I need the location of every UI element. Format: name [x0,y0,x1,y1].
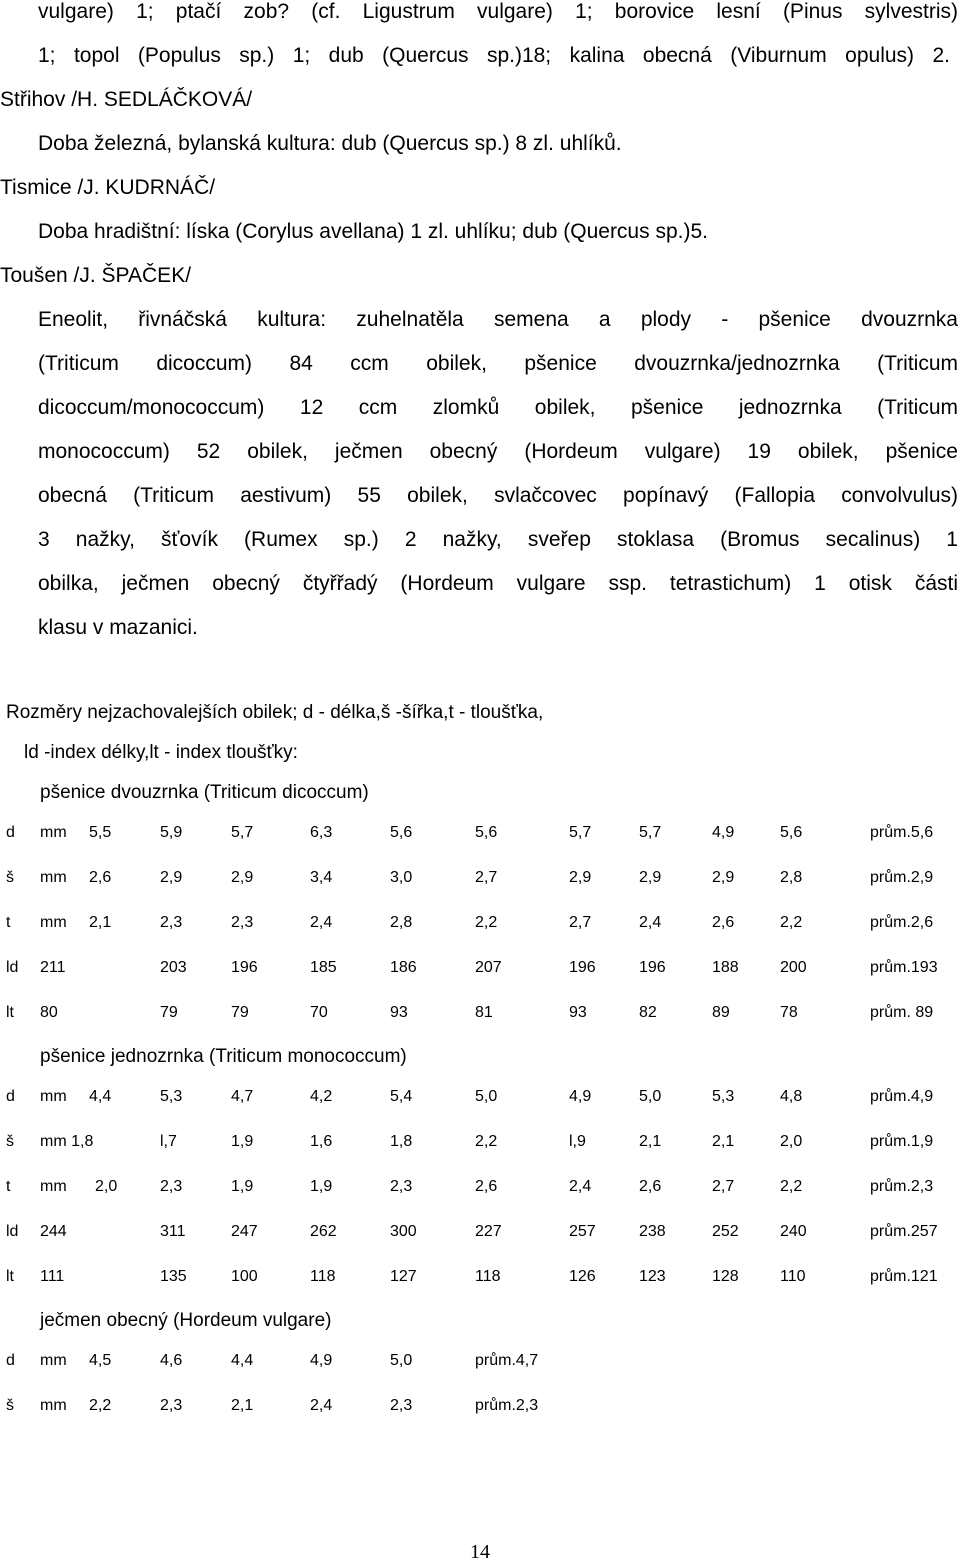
table-cell: 227 [475,1223,502,1240]
table-cell: 123 [639,1268,666,1285]
table-cell: 2,1 [712,1133,735,1150]
table-cell: 2,3 [390,1397,413,1414]
row-average: prům.193 [870,959,938,976]
table-cell: l,9 [569,1133,586,1150]
table-cell: 2,1 [639,1133,662,1150]
table-cell: 1,6 [310,1133,333,1150]
row-label: lt [6,1268,14,1285]
table-cell: 81 [475,1004,493,1021]
table-cell: 207 [475,959,502,976]
table-cell: 2,1 [89,914,112,931]
table-cell: 5,4 [390,1088,413,1105]
table-cell: 203 [160,959,187,976]
row-average: prům.4,9 [870,1088,934,1105]
text-line: 3 nažky, šťovík (Rumex sp.) 2 nažky, sveřep stoklasa (Bromus secalinus) 1 [38,528,958,551]
table-cell: 2,7 [569,914,592,931]
table-cell: 240 [780,1223,807,1240]
table-cell: 2,2 [780,1178,803,1195]
table-cell: 5,7 [569,824,592,841]
text-line: klasu v mazanici. [38,616,198,639]
table-cell: 135 [160,1268,187,1285]
table-cell: 247 [231,1223,258,1240]
table-cell: 80 [40,1004,58,1021]
table-cell: 252 [712,1223,739,1240]
table-cell: 188 [712,959,739,976]
table-cell: 2,6 [475,1178,498,1195]
table-cell: 5,6 [780,824,803,841]
row-label: t [6,914,11,931]
table-cell: 127 [390,1268,417,1285]
table-cell: 2,6 [639,1178,662,1195]
row-average: prům.2,3 [475,1397,539,1414]
table-cell: 2,2 [89,1397,112,1414]
text-line: 1; topol (Populus sp.) 1; dub (Quercus sp.)18; kalina obecná (Viburnum opulus) 2. [38,44,950,67]
table-cell: 2,3 [160,1178,183,1195]
table-cell: 211 [40,959,66,976]
table-cell: 2,7 [712,1178,735,1195]
section-heading-monococcum: pšenice jednozrnka (Triticum monococcum) [40,1046,407,1067]
text-line: Doba hradištní: líska (Corylus avellana) 1 zl. uhlíku; dub (Quercus sp.)5. [38,220,708,243]
table-cell: 100 [231,1268,258,1285]
table-cell: 93 [390,1004,408,1021]
table-cell: 4,9 [310,1352,333,1369]
table-cell: 5,3 [160,1088,183,1105]
text-line: obecná (Triticum aestivum) 55 obilek, svlačcovec popínavý (Fallopia convolvulus) [38,484,958,507]
table-cell: mm [40,869,67,886]
table-cell: 196 [231,959,258,976]
table-cell: mm 1,8 [40,1133,94,1150]
table-cell: 2,9 [231,869,254,886]
table-cell: 79 [160,1004,178,1021]
table-cell: 257 [569,1223,596,1240]
row-average: prům.1,9 [870,1133,934,1150]
row-average: prům.257 [870,1223,938,1240]
table-cell: 5,6 [390,824,413,841]
table-cell: l,7 [160,1133,177,1150]
table-cell: 2,3 [390,1178,413,1195]
table-cell: 2,4 [310,914,333,931]
table-cell: 185 [310,959,337,976]
table-cell: 5,7 [639,824,662,841]
table-cell: 82 [639,1004,657,1021]
row-label: t [6,1178,11,1195]
row-average: prům.2,9 [870,869,934,886]
row-label: š [6,1397,14,1414]
site-heading: Toušen /J. ŠPAČEK/ [0,264,192,287]
table-cell: 2,4 [310,1397,333,1414]
table-cell: 1,9 [231,1133,254,1150]
table-cell: 4,4 [89,1088,112,1105]
table-cell: 5,7 [231,824,254,841]
table-cell: 79 [231,1004,249,1021]
table-cell: mm [40,914,67,931]
table-cell: 196 [569,959,596,976]
table-cell: 2,7 [475,869,498,886]
table-cell: 1,8 [390,1133,413,1150]
table-cell: 2,2 [780,914,803,931]
table-cell: 262 [310,1223,337,1240]
table-cell: 126 [569,1268,596,1285]
text-line: dicoccum/monococcum) 12 ccm zlomků obilek, pšenice jednozrnka (Triticum [38,396,958,419]
row-average: prům.2,6 [870,914,934,931]
row-average: prům.4,7 [475,1352,539,1369]
table-cell: 93 [569,1004,587,1021]
table-cell: 5,5 [89,824,112,841]
text-line: obilka, ječmen obecný čtyřřadý (Hordeum vulgare ssp. tetrastichum) 1 otisk části [38,572,958,595]
table-cell: 111 [40,1268,65,1285]
table-cell: mm [40,1178,67,1195]
table-cell: 3,4 [310,869,333,886]
table-cell: 1,9 [231,1178,254,1195]
table-cell: 3,0 [390,869,413,886]
text-line: vulgare) 1; ptačí zob? (cf. Ligustrum vulgare) 1; borovice lesní (Pinus sylvestris) [38,0,958,23]
table-cell: mm [40,1352,67,1369]
table-cell: 2,9 [569,869,592,886]
table-cell: 2,2 [475,914,498,931]
table-cell: 4,7 [231,1088,254,1105]
table-cell: 2,3 [160,1397,183,1414]
table-cell: 4,9 [712,824,735,841]
table-cell: 2,8 [390,914,413,931]
page-number: 14 [470,1541,490,1563]
table-cell: mm [40,824,67,841]
table-cell: 238 [639,1223,666,1240]
text-line: Eneolit, řivnáčská kultura: zuhelnatěla semena a plody - pšenice dvouzrnka [38,308,958,331]
table-cell: 4,8 [780,1088,803,1105]
table-cell: 2,9 [160,869,183,886]
section-heading-dicoccum: pšenice dvouzrnka (Triticum dicoccum) [40,782,369,803]
table-cell: 196 [639,959,666,976]
table-cell: 2,3 [160,914,183,931]
table-cell: 2,8 [780,869,803,886]
table-cell: 2,6 [89,869,112,886]
table-cell: 2,9 [712,869,735,886]
measurements-subtitle: ld -index délky,lt - index tloušťky: [24,742,298,763]
table-cell: 5,0 [475,1088,498,1105]
row-label: š [6,869,14,886]
row-label: ld [6,959,19,976]
row-average: prům. 89 [870,1004,934,1021]
table-cell: 5,3 [712,1088,735,1105]
table-cell: 4,5 [89,1352,112,1369]
text-line: Doba železná, bylanská kultura: dub (Quercus sp.) 8 zl. uhlíků. [38,132,622,155]
table-cell: 186 [390,959,417,976]
row-label: d [6,824,15,841]
row-average: prům.121 [870,1268,938,1285]
table-cell: 2,1 [231,1397,254,1414]
table-cell: 311 [160,1223,186,1240]
table-cell: 118 [475,1268,501,1285]
site-heading: Tismice /J. KUDRNÁČ/ [0,176,216,199]
text-line: (Triticum dicoccum) 84 ccm obilek, pšenice dvouzrnka/jednozrnka (Triticum [38,352,958,375]
section-heading-hordeum: ječmen obecný (Hordeum vulgare) [40,1310,332,1331]
table-cell: 5,0 [390,1352,413,1369]
table-cell: 89 [712,1004,730,1021]
table-cell: 2,2 [475,1133,498,1150]
site-heading: Střihov /H. SEDLÁČKOVÁ/ [0,88,253,111]
table-cell: 2,6 [712,914,735,931]
row-label: ld [6,1223,19,1240]
table-cell: 2,0 [95,1178,118,1195]
table-cell: 2,3 [231,914,254,931]
table-cell: 300 [390,1223,417,1240]
table-cell: mm [40,1088,67,1105]
row-label: š [6,1133,14,1150]
table-cell: 4,9 [569,1088,592,1105]
table-cell: 5,0 [639,1088,662,1105]
table-cell: 78 [780,1004,798,1021]
row-label: lt [6,1004,14,1021]
table-cell: 244 [40,1223,67,1240]
table-cell: 200 [780,959,807,976]
table-cell: 4,4 [231,1352,254,1369]
table-cell: 2,4 [569,1178,592,1195]
table-cell: 2,4 [639,914,662,931]
table-cell: 2,9 [639,869,662,886]
table-cell: 2,0 [780,1133,803,1150]
row-label: d [6,1352,15,1369]
table-cell: mm [40,1397,67,1414]
text-line: monococcum) 52 obilek, ječmen obecný (Hordeum vulgare) 19 obilek, pšenice [38,440,958,463]
measurements-title: Rozměry nejzachovalejších obilek; d - délka,š -šířka,t - tloušťka, [6,702,544,723]
row-label: d [6,1088,15,1105]
table-cell: 118 [310,1268,336,1285]
row-average: prům.2,3 [870,1178,934,1195]
table-cell: 4,6 [160,1352,183,1369]
table-cell: 70 [310,1004,328,1021]
table-cell: 5,9 [160,824,183,841]
table-cell: 4,2 [310,1088,333,1105]
table-cell: 5,6 [475,824,498,841]
table-cell: 128 [712,1268,739,1285]
row-average: prům.5,6 [870,824,934,841]
table-cell: 110 [780,1268,806,1285]
table-cell: 1,9 [310,1178,333,1195]
table-cell: 6,3 [310,824,333,841]
